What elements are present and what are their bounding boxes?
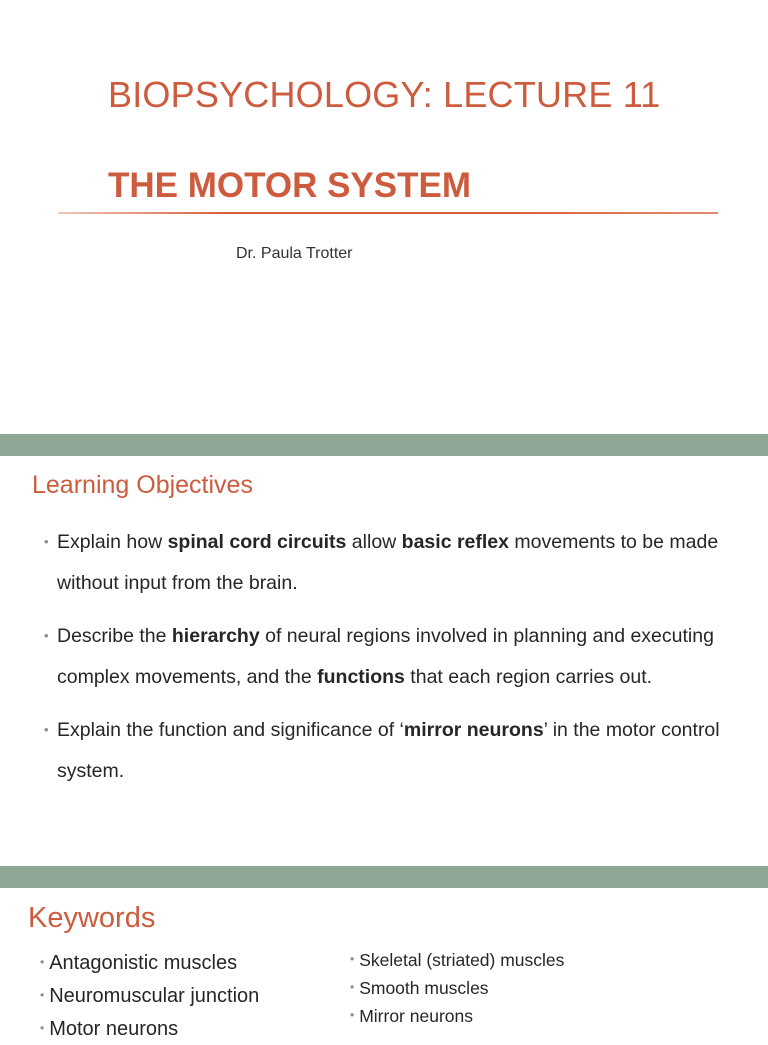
objective-text: movements to be made without input from the brain. — [57, 531, 719, 594]
keyword-text: Antagonistic muscles — [49, 952, 238, 974]
bullet-icon: • — [350, 980, 355, 994]
objective-item — [44, 710, 734, 791]
keyword-text: Neuromuscular junction — [49, 985, 260, 1007]
keyword-item — [40, 979, 259, 1012]
objective-text: Explain how — [57, 531, 168, 553]
objective-text: ’ in the motor control system. — [57, 719, 720, 782]
keywords-right-column — [350, 946, 564, 1030]
slide-separator-band — [0, 866, 768, 888]
keywords-slide — [0, 888, 768, 1040]
title-slide — [0, 0, 768, 434]
slide-separator-band — [0, 434, 768, 456]
bullet-icon: • — [44, 722, 49, 737]
learning-objectives-heading: Learning Objectives — [32, 471, 253, 499]
keyword-text: Motor neurons — [49, 1018, 179, 1040]
keyword-text: Smooth muscles — [359, 978, 489, 998]
objective-item — [44, 616, 734, 697]
keyword-item — [350, 1002, 564, 1030]
lecture-title: BIOPSYCHOLOGY: LECTURE 11 — [108, 74, 661, 115]
objective-key-term: functions — [317, 665, 405, 688]
bullet-icon: • — [44, 534, 49, 549]
learning-objectives-slide — [0, 456, 768, 866]
objective-key-term: mirror neurons — [403, 719, 544, 741]
objective-text: Describe the — [57, 625, 172, 647]
keyword-item — [350, 974, 564, 1002]
bullet-icon: • — [40, 955, 45, 969]
objective-item — [44, 522, 734, 603]
slide-subtitle: THE MOTOR SYSTEM — [108, 166, 471, 205]
objective-text: of neural regions involved in planning and executing complex movements, and the — [57, 625, 714, 688]
keyword-text: Mirror neurons — [359, 1006, 473, 1026]
bullet-icon: • — [40, 988, 45, 1002]
keyword-text: Skeletal (striated) muscles — [359, 950, 565, 970]
title-divider — [58, 212, 718, 214]
objective-text: that each region carries out. — [404, 665, 653, 688]
objective-key-term: hierarchy — [171, 625, 260, 647]
bullet-icon: • — [350, 952, 355, 966]
objective-key-term: spinal cord circuits — [167, 531, 347, 553]
keywords-left-column — [40, 946, 259, 1045]
keyword-item — [40, 1012, 259, 1045]
objective-text: allow — [346, 531, 402, 553]
objectives-list — [44, 522, 734, 804]
bullet-icon: • — [44, 628, 49, 643]
objective-key-term: basic reflex — [401, 531, 509, 553]
author-name: Dr. Paula Trotter — [236, 245, 353, 262]
objective-text: Explain the function and significance of ‘ — [57, 719, 404, 741]
bullet-icon: • — [40, 1021, 45, 1035]
keyword-item — [40, 946, 259, 979]
keywords-heading: Keywords — [28, 902, 156, 934]
bullet-icon: • — [350, 1008, 355, 1022]
keyword-item — [350, 946, 564, 974]
